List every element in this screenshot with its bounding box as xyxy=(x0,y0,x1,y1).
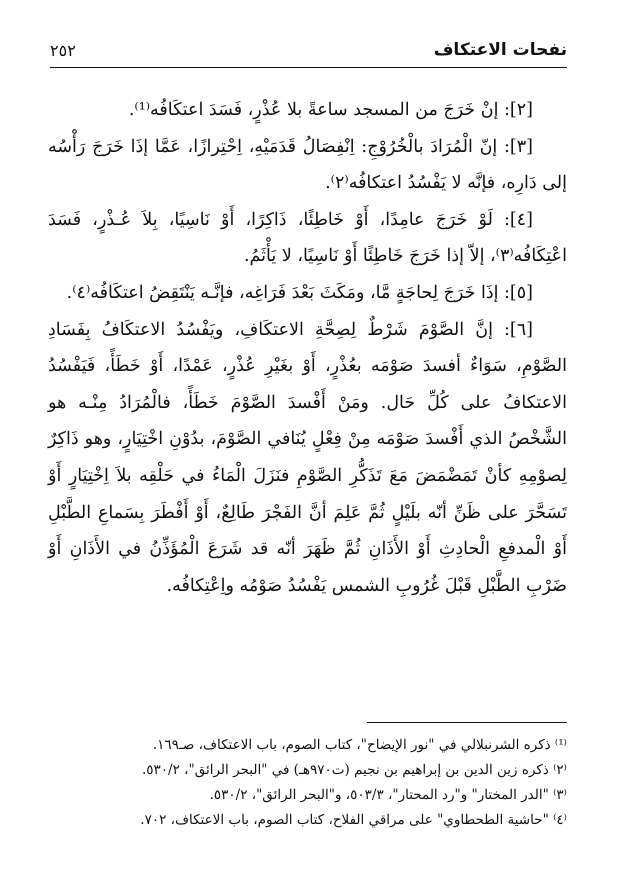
footnote-2: ⁽٢⁾ ذكره زين الدين بن إبراهيم بن نجيم (ت٩٧٠هـ) في "البحر الرائق"، ٥٣٠/٢. xyxy=(142,762,567,778)
main-text xyxy=(48,92,567,604)
footnotes-divider xyxy=(367,722,567,723)
page-number: ٢٥٢ xyxy=(50,41,76,60)
header-divider xyxy=(50,67,567,68)
paragraph-6: [٦]: إنَّ الصَّوْمَ شَرْطٌ لِصِحَّةِ الاعتكَافِ، ويَفْسُدُ الاعتكَافُ بِفَسَادِ الصَّوْمِ، سَوَاءٌ أفسدَ صَوْمَه بعُذْرٍ، أَوْ بغَيْرِ عُذْرٍ، عَمْدًا، أَوْ خَطَأً، فَيَفْسُدُ الاعتكافُ على كُلِّ حَال. ومَنْ أَفْسدَ الصَّوْمَ خَطَأً، فالْمُرَادُ مِنْـه هو الشَّخْصُ الذي أَفْسدَ صَوْمَه مِنْ فِعْلٍ يُنَافي الصَّوْمَ، بدُوْنِ اخْتِيَارٍ، وهو ذَاكِرٌ لِصوْمِهِ كأنْ تَمَضْمَضَ مَعَ تَذَكُّرِ الصَّوْمِ فنَزَلَ الْمَاءُ في حَلْقِه بلاَ اِخْتِيَارٍ أَوْ تَسَحَّرَ على ظَنِّ أنّه بلَيْلٍ ثُمَّ عَلِمَ أنَّ الفَجْرَ طَالِعٌ، أَوْ أَفْطَرَ بِسَماعِ الطَّبْلِ أَوْ الْمدفعِ الْحادِثِ أَوْ الأَذَانِ ثُمَّ ظَهَرَ أنّه قد شَرَعَ الْمُؤَذِّنُ في الأَذَانِ أَوْ ضَرْبِ الطَّبْلِ قَبْلَ غُرُوبِ الشمس يَفْسُدُ صَوْمُه واِعْتِكافُه. xyxy=(48,319,567,596)
paragraph-4: [٤]: لَوْ خَرَجَ عامِدًا، أَوْ خَاطِئًا، ذَاكِرًا، أَوْ نَاسِيًا، بِلاَ عُـذْرٍ، فَسَدَ اعْتِكَافُه⁽٣⁾، إلاّ إذا خَرَجَ خَاطِئًا أَوْ نَاسِيًا، لا يَأْثَمُ. xyxy=(48,209,567,267)
header-title: نفحات الاعتكاف xyxy=(433,40,567,60)
paragraph-2: [٢]: إنْ خَرَجَ من المسجد ساعةً بلا عُذْرٍ، فَسَدَ اعتكَافُه⁽¹⁾. xyxy=(128,100,533,120)
paragraph-5: [٥]: إذَا خَرَجَ لِحاجَةٍ مَّا، ومَكَثَ بَعْدَ فَرَاغِه، فإنَّـه يَنْتَقِضُ اعتكَافُه⁽٤⁾. xyxy=(66,282,533,303)
footnote-3: ⁽٣⁾ "الدر المختار" و"رد المحتار"، ٥٠٣/٣، و"البحر الرائق"، ٥٣٠/٢. xyxy=(209,787,567,803)
footnotes xyxy=(50,733,567,833)
running-header xyxy=(50,36,567,60)
footnote-1: ⁽¹⁾ ذكره الشرنبلالي في "نور الإيضاح"، كتاب الصوم، باب الاعتكاف، صـ١٦٩. xyxy=(152,737,567,753)
footnote-4: ⁽٤⁾ "حاشية الطحطاوي" على مراقي الفلاح، كتاب الصوم، باب الاعتكاف، ٧٠٢. xyxy=(140,812,567,828)
paragraph-3: [٣]: إنّ الْمُرَادَ بالْخُرُوْجِ: اِنْفِصَالُ قَدَمَيْهِ، اِحْتِرازًا، عَمَّا إذَا خَرَجَ رَأْسُه إلى دَارِه، فإنَّه لا يَفْسُدُ اعتكافُه⁽٢⁾. xyxy=(48,136,567,194)
